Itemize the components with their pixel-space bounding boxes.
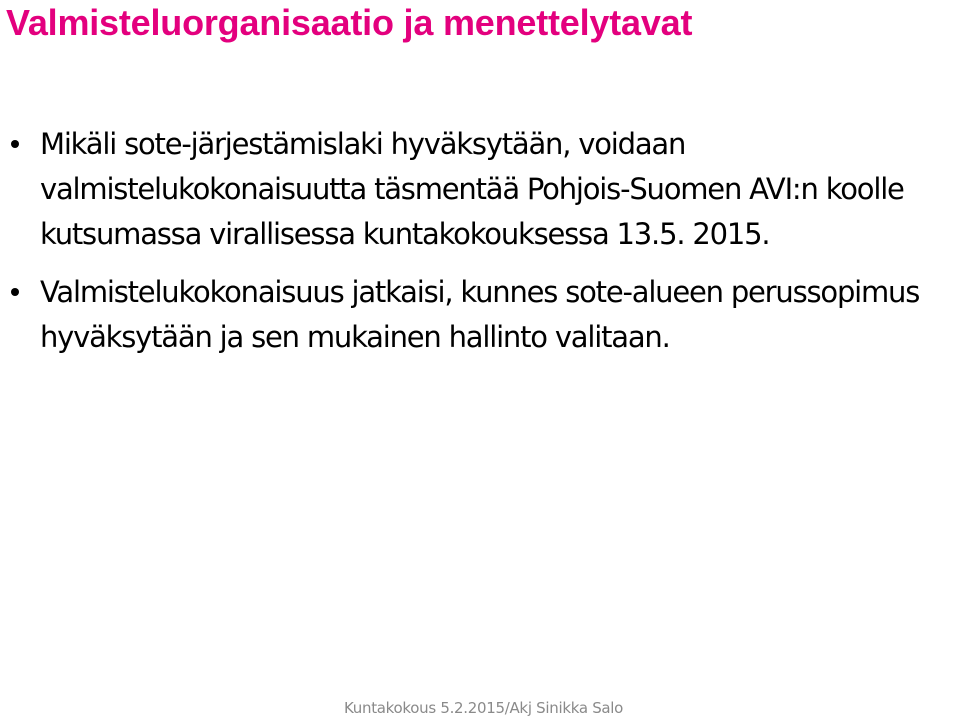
bullet-item xyxy=(0,270,930,360)
bullet-text: Valmistelukokonaisuus jatkaisi, kunnes sote-alueen perussopimus hyväksytään ja sen mukainen hallinto valitaan. xyxy=(40,275,920,354)
bullet-dot-icon xyxy=(11,140,19,148)
bullet-item xyxy=(0,122,930,257)
bullet-list xyxy=(0,122,930,373)
bullet-text: Mikäli sote-järjestämislaki hyväksytään, voidaan valmistelukokonaisuutta täsmentää Pohjois-Suomen AVI:n koolle kutsumassa virallisessa kuntakokouksessa 13.5. 2015. xyxy=(40,127,904,251)
bullet-dot-icon xyxy=(11,288,19,296)
slide-title: Valmisteluorganisaatio ja menettelytavat xyxy=(6,2,693,43)
slide-footer: Kuntakokous 5.2.2015/Akj Sinikka Salo xyxy=(344,699,624,717)
